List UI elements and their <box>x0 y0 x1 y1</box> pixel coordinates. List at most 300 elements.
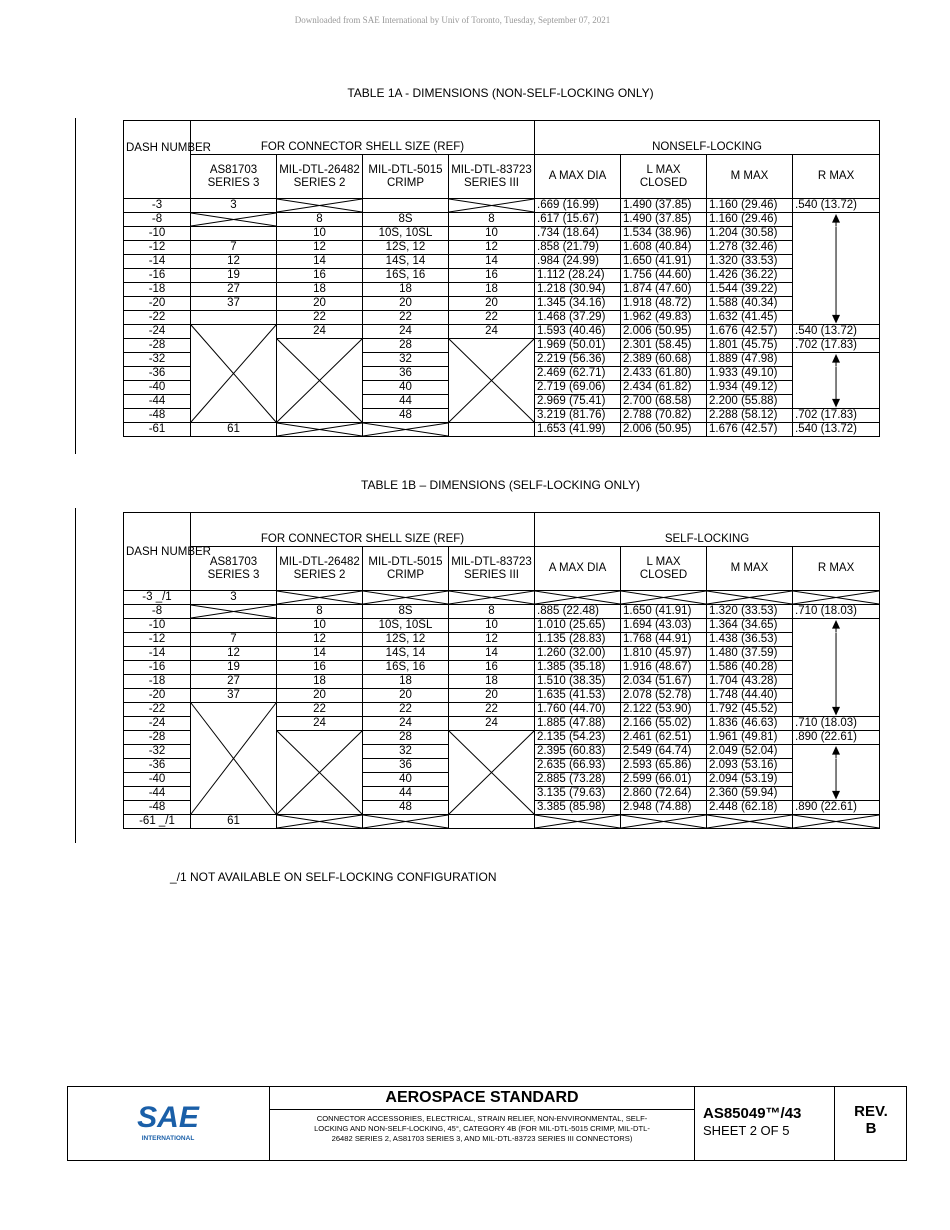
mil26482-cell: 12 <box>277 633 363 647</box>
a-max-cell: 1.760 (44.70) <box>535 703 621 717</box>
a-max-cell: 1.885 (47.88) <box>535 717 621 731</box>
m-max-cell: 2.200 (55.88) <box>707 395 793 409</box>
mil26482-cell: 24 <box>277 717 363 731</box>
mil5015-cell: 24 <box>363 325 449 339</box>
mil26482-cell: 16 <box>277 269 363 283</box>
a-max-cell: 1.385 (35.18) <box>535 661 621 675</box>
m-max-cell: 1.544 (39.22) <box>707 283 793 297</box>
connector-group-header: FOR CONNECTOR SHELL SIZE (REF) <box>191 513 535 547</box>
a-max-cell: 1.345 (34.16) <box>535 297 621 311</box>
arrow-line <box>793 661 879 675</box>
a-max-cell: 2.969 (75.41) <box>535 395 621 409</box>
not-applicable-cross <box>793 815 879 828</box>
r-max-cell <box>793 269 880 283</box>
dash-number-cell: -14 <box>124 647 191 661</box>
l-max-cell: 2.034 (51.67) <box>621 675 707 689</box>
as81703-cell: 37 <box>191 689 277 703</box>
title-block <box>67 1086 907 1161</box>
as81703-cell: 7 <box>191 241 277 255</box>
table-row <box>124 689 880 703</box>
mil5015-cell: 20 <box>363 689 449 703</box>
as81703-cell <box>191 227 277 241</box>
dash-number-cell: -36 <box>124 759 191 773</box>
mil26482-cell: 10 <box>277 619 363 633</box>
revision-label: REV. <box>854 1103 888 1120</box>
standard-title: AEROSPACE STANDARD <box>270 1087 694 1110</box>
not-applicable-cross <box>707 815 792 828</box>
mil26482-cell: 18 <box>277 675 363 689</box>
as81703-cell: 7 <box>191 633 277 647</box>
not-applicable-cross <box>707 591 792 604</box>
not-applicable-cross <box>449 591 534 604</box>
r-max-cell <box>793 689 880 703</box>
mil83723-header: MIL-DTL-83723 SERIES III <box>449 547 535 591</box>
mil5015-cell <box>363 815 449 829</box>
r-max-cell <box>793 241 880 255</box>
mil83723-cell: 10 <box>449 619 535 633</box>
not-applicable-cross <box>277 199 362 212</box>
arrow-line <box>793 381 879 395</box>
as81703-cell: 19 <box>191 661 277 675</box>
a-max-cell: 1.218 (30.94) <box>535 283 621 297</box>
mil5015-cell: 12S, 12 <box>363 241 449 255</box>
l-max-cell: 2.006 (50.95) <box>621 423 707 437</box>
mil26482-cell: 18 <box>277 283 363 297</box>
dash-number-header: DASH NUMBER <box>124 121 191 199</box>
mil83723-cell <box>449 199 535 213</box>
r-max-cell <box>793 661 880 675</box>
l-max-cell <box>621 591 707 605</box>
as81703-cell <box>191 213 277 227</box>
l-max-cell: 1.490 (37.85) <box>621 199 707 213</box>
r-max-cell <box>793 353 880 367</box>
mil26482-cell <box>277 731 363 815</box>
r-max-cell <box>793 619 880 633</box>
table-row <box>124 199 880 213</box>
as81703-cell: 3 <box>191 591 277 605</box>
not-applicable-cross <box>277 731 362 814</box>
as81703-cell: 19 <box>191 269 277 283</box>
a-max-cell: 2.219 (56.36) <box>535 353 621 367</box>
mil5015-cell: 24 <box>363 717 449 731</box>
l-max-cell: 2.593 (65.86) <box>621 759 707 773</box>
dash-number-cell: -20 <box>124 297 191 311</box>
arrow-up-icon <box>793 213 879 227</box>
a-max-cell: .617 (15.67) <box>535 213 621 227</box>
mil83723-cell: 16 <box>449 661 535 675</box>
l-max-cell: 2.078 (52.78) <box>621 689 707 703</box>
mil26482-cell: 24 <box>277 325 363 339</box>
a-max-cell: 1.969 (50.01) <box>535 339 621 353</box>
a-max-cell: 1.112 (28.24) <box>535 269 621 283</box>
mil5015-cell: 44 <box>363 395 449 409</box>
mil5015-cell: 48 <box>363 409 449 423</box>
a-max-cell: 1.468 (37.29) <box>535 311 621 325</box>
mil26482-cell: 14 <box>277 647 363 661</box>
l-max-cell: 1.768 (44.91) <box>621 633 707 647</box>
a-max-header: A MAX DIA <box>535 547 621 591</box>
l-max-cell: 2.122 (53.90) <box>621 703 707 717</box>
dash-number-cell: -16 <box>124 269 191 283</box>
r-max-header: R MAX <box>793 155 880 199</box>
arrow-line <box>793 773 879 787</box>
m-max-cell: 1.889 (47.98) <box>707 353 793 367</box>
mil5015-cell: 40 <box>363 381 449 395</box>
table-row <box>124 619 880 633</box>
arrow-line <box>793 633 879 647</box>
mil26482-cell: 20 <box>277 689 363 703</box>
table-row <box>124 423 880 437</box>
table-row <box>124 269 880 283</box>
sae-logo-icon <box>68 1087 269 1160</box>
table-row <box>124 661 880 675</box>
r-max-cell <box>793 773 880 787</box>
mil83723-cell: 24 <box>449 717 535 731</box>
as81703-cell <box>191 311 277 325</box>
m-max-cell: 1.438 (36.53) <box>707 633 793 647</box>
table-row <box>124 297 880 311</box>
l-max-cell: 2.599 (66.01) <box>621 773 707 787</box>
arrow-line <box>793 227 879 241</box>
m-max-cell: 1.748 (44.40) <box>707 689 793 703</box>
dash-number-cell: -28 <box>124 731 191 745</box>
l-max-cell: 2.301 (58.45) <box>621 339 707 353</box>
l-max-cell: 1.810 (45.97) <box>621 647 707 661</box>
mil5015-cell: 28 <box>363 339 449 353</box>
r-max-cell <box>793 591 880 605</box>
dash-number-cell: -22 <box>124 703 191 717</box>
a-max-cell: 2.719 (69.06) <box>535 381 621 395</box>
dash-number-cell: -28 <box>124 339 191 353</box>
m-max-cell: 2.288 (58.12) <box>707 409 793 423</box>
document-description <box>270 1087 695 1160</box>
revision-block <box>836 1087 906 1160</box>
mil5015-header: MIL-DTL-5015 CRIMP <box>363 547 449 591</box>
l-max-cell: 1.608 (40.84) <box>621 241 707 255</box>
table-row <box>124 815 880 829</box>
a-max-cell: .669 (16.99) <box>535 199 621 213</box>
not-applicable-cross <box>191 605 276 618</box>
mil26482-cell: 8 <box>277 605 363 619</box>
as81703-cell: 12 <box>191 647 277 661</box>
a-max-cell: 1.593 (40.46) <box>535 325 621 339</box>
r-max-cell <box>793 283 880 297</box>
l-max-cell: 2.549 (64.74) <box>621 745 707 759</box>
mil5015-header: MIL-DTL-5015 CRIMP <box>363 155 449 199</box>
table-row <box>124 633 880 647</box>
l-max-header: L MAX CLOSED <box>621 155 707 199</box>
sae-logo <box>68 1087 270 1160</box>
arrow-down-icon <box>793 395 879 409</box>
m-max-cell: 2.094 (53.19) <box>707 773 793 787</box>
m-max-cell: 1.586 (40.28) <box>707 661 793 675</box>
table-row <box>124 311 880 325</box>
m-max-cell <box>707 815 793 829</box>
l-max-cell: 1.916 (48.67) <box>621 661 707 675</box>
mil5015-cell: 10S, 10SL <box>363 619 449 633</box>
r-max-cell <box>793 759 880 773</box>
dash-number-cell: -12 <box>124 241 191 255</box>
not-applicable-cross <box>449 199 534 212</box>
mil5015-cell <box>363 591 449 605</box>
mil26482-cell <box>277 423 363 437</box>
mil83723-cell: 8 <box>449 605 535 619</box>
mil83723-cell: 8 <box>449 213 535 227</box>
r-max-cell <box>793 787 880 801</box>
arrow-down-icon <box>793 703 879 717</box>
r-max-cell: .710 (18.03) <box>793 717 880 731</box>
l-max-cell: 1.650 (41.91) <box>621 605 707 619</box>
table-row <box>124 213 880 227</box>
r-max-cell <box>793 395 880 409</box>
sae-logo-subtext: INTERNATIONAL <box>141 1135 195 1142</box>
m-max-cell: 1.480 (37.59) <box>707 647 793 661</box>
l-max-cell: 1.962 (49.83) <box>621 311 707 325</box>
mil5015-cell: 8S <box>363 213 449 227</box>
l-max-cell: 2.166 (55.02) <box>621 717 707 731</box>
mil5015-cell: 48 <box>363 801 449 815</box>
not-applicable-cross <box>363 591 448 604</box>
document-number-block <box>695 1087 835 1160</box>
mil83723-cell: 16 <box>449 269 535 283</box>
m-max-cell: 1.676 (42.57) <box>707 325 793 339</box>
mil83723-cell: 14 <box>449 647 535 661</box>
mil5015-cell: 32 <box>363 353 449 367</box>
dash-number-cell: -24 <box>124 325 191 339</box>
dash-number-cell: -22 <box>124 311 191 325</box>
mil83723-cell: 24 <box>449 325 535 339</box>
r-max-cell: .702 (17.83) <box>793 339 880 353</box>
mil5015-cell <box>363 423 449 437</box>
as81703-cell: 61 <box>191 815 277 829</box>
mil26482-cell: 10 <box>277 227 363 241</box>
mil83723-cell: 18 <box>449 675 535 689</box>
arrow-line <box>793 283 879 297</box>
not-applicable-cross <box>191 325 276 422</box>
mil26482-cell <box>277 339 363 423</box>
r-max-cell <box>793 745 880 759</box>
a-max-cell: 1.510 (38.35) <box>535 675 621 689</box>
as81703-cell: 37 <box>191 297 277 311</box>
l-max-cell: 2.788 (70.82) <box>621 409 707 423</box>
sae-logo-text: SAE <box>137 1101 199 1134</box>
a-max-cell: 2.469 (62.71) <box>535 367 621 381</box>
l-max-cell: 1.490 (37.85) <box>621 213 707 227</box>
r-max-cell: .540 (13.72) <box>793 423 880 437</box>
not-applicable-cross <box>363 815 448 828</box>
mil83723-cell: 22 <box>449 703 535 717</box>
table-row <box>124 255 880 269</box>
mil5015-cell: 32 <box>363 745 449 759</box>
r-max-cell <box>793 815 880 829</box>
as81703-cell <box>191 703 277 815</box>
m-max-cell: 1.160 (29.46) <box>707 199 793 213</box>
footnote: _/1 NOT AVAILABLE ON SELF-LOCKING CONFIGURATION <box>170 870 497 884</box>
as81703-cell <box>191 605 277 619</box>
mil5015-cell: 14S, 14 <box>363 647 449 661</box>
arrow-line <box>793 297 879 311</box>
l-max-cell: 2.006 (50.95) <box>621 325 707 339</box>
m-max-cell: 1.676 (42.57) <box>707 423 793 437</box>
not-applicable-cross <box>191 703 276 814</box>
r-max-cell <box>793 255 880 269</box>
m-max-cell: 1.792 (45.52) <box>707 703 793 717</box>
mil83723-cell: 18 <box>449 283 535 297</box>
m-max-cell: 1.278 (32.46) <box>707 241 793 255</box>
r-max-cell <box>793 703 880 717</box>
l-max-cell: 2.389 (60.68) <box>621 353 707 367</box>
arrow-line <box>793 675 879 689</box>
mil5015-cell: 18 <box>363 283 449 297</box>
dash-number-cell: -3 <box>124 199 191 213</box>
mil83723-cell <box>449 815 535 829</box>
m-max-cell: 1.801 (45.75) <box>707 339 793 353</box>
dash-number-header: DASH NUMBER <box>124 513 191 591</box>
dash-number-cell: -44 <box>124 787 191 801</box>
mil5015-cell: 36 <box>363 759 449 773</box>
dash-number-cell: -32 <box>124 353 191 367</box>
a-max-cell: 1.635 (41.53) <box>535 689 621 703</box>
mil83723-cell: 20 <box>449 689 535 703</box>
arrow-line <box>793 269 879 283</box>
l-max-cell: 2.434 (61.82) <box>621 381 707 395</box>
not-applicable-cross <box>363 423 448 436</box>
r-max-cell <box>793 647 880 661</box>
arrow-line <box>793 255 879 269</box>
m-max-cell: 1.426 (36.22) <box>707 269 793 283</box>
not-applicable-cross <box>535 591 620 604</box>
dash-number-cell: -8 <box>124 605 191 619</box>
table-row <box>124 227 880 241</box>
arrow-line <box>793 647 879 661</box>
m-max-cell: 1.320 (33.53) <box>707 605 793 619</box>
arrow-down-icon <box>793 311 879 325</box>
mil26482-cell <box>277 815 363 829</box>
l-max-cell: 2.433 (61.80) <box>621 367 707 381</box>
as81703-cell: 27 <box>191 283 277 297</box>
locking-group-header: NONSELF-LOCKING <box>535 121 880 155</box>
a-max-cell: 3.219 (81.76) <box>535 409 621 423</box>
m-max-cell: 1.961 (49.81) <box>707 731 793 745</box>
mil83723-cell: 10 <box>449 227 535 241</box>
mil5015-cell: 8S <box>363 605 449 619</box>
dash-number-cell: -32 <box>124 745 191 759</box>
mil26482-cell: 22 <box>277 703 363 717</box>
dash-number-cell: -40 <box>124 773 191 787</box>
mil83723-cell <box>449 731 535 815</box>
a-max-header: A MAX DIA <box>535 155 621 199</box>
r-max-cell <box>793 633 880 647</box>
dash-number-cell: -8 <box>124 213 191 227</box>
l-max-cell: 1.874 (47.60) <box>621 283 707 297</box>
m-max-cell: 2.448 (62.18) <box>707 801 793 815</box>
mil83723-cell: 20 <box>449 297 535 311</box>
mil26482-header: MIL-DTL-26482 SERIES 2 <box>277 547 363 591</box>
m-max-cell: 1.320 (33.53) <box>707 255 793 269</box>
a-max-cell: .885 (22.48) <box>535 605 621 619</box>
mil5015-cell: 20 <box>363 297 449 311</box>
dash-number-cell: -10 <box>124 619 191 633</box>
mil83723-cell: 14 <box>449 255 535 269</box>
dash-number-cell: -44 <box>124 395 191 409</box>
table-row <box>124 591 880 605</box>
mil26482-cell: 20 <box>277 297 363 311</box>
table-1a-title: TABLE 1A - DIMENSIONS (NON-SELF-LOCKING ONLY) <box>347 86 654 100</box>
dash-number-cell: -18 <box>124 675 191 689</box>
a-max-cell: 3.385 (85.98) <box>535 801 621 815</box>
a-max-cell: 1.135 (28.83) <box>535 633 621 647</box>
not-applicable-cross <box>621 815 706 828</box>
m-max-cell: 1.204 (30.58) <box>707 227 793 241</box>
not-applicable-cross <box>793 591 879 604</box>
l-max-cell: 2.860 (72.64) <box>621 787 707 801</box>
dash-number-cell: -18 <box>124 283 191 297</box>
as81703-cell: 61 <box>191 423 277 437</box>
dash-number-cell: -3 _/1 <box>124 591 191 605</box>
document-title: CONNECTOR ACCESSORIES, ELECTRICAL, STRAIN RELIEF, NON-ENVIRONMENTAL, SELF-LOCKING AND NON-SELF-LOCKING, 45°, CATEGORY 4B (FOR MIL-DTL-5015 CRIMP, MIL-DTL-26482 SERIES 2, AS81703 SERIES 3, AND MIL-DTL-83723 SERIES III CONNECTORS) <box>314 1114 650 1143</box>
dash-number-cell: -20 <box>124 689 191 703</box>
r-max-cell <box>793 311 880 325</box>
as81703-cell: 12 <box>191 255 277 269</box>
r-max-cell <box>793 675 880 689</box>
l-max-cell: 2.461 (62.51) <box>621 731 707 745</box>
r-max-cell: .890 (22.61) <box>793 801 880 815</box>
l-max-cell: 1.756 (44.60) <box>621 269 707 283</box>
r-max-cell <box>793 227 880 241</box>
as81703-cell <box>191 619 277 633</box>
m-max-cell <box>707 591 793 605</box>
r-max-header: R MAX <box>793 547 880 591</box>
mil5015-cell <box>363 199 449 213</box>
m-max-cell: 1.632 (41.45) <box>707 311 793 325</box>
mil26482-cell: 12 <box>277 241 363 255</box>
r-max-cell <box>793 297 880 311</box>
r-max-cell: .710 (18.03) <box>793 605 880 619</box>
arrow-down-icon <box>793 787 879 801</box>
dash-number-cell: -14 <box>124 255 191 269</box>
not-applicable-cross <box>277 423 362 436</box>
revision-bar <box>75 118 76 454</box>
m-max-cell: 1.933 (49.10) <box>707 367 793 381</box>
mil26482-cell <box>277 591 363 605</box>
mil5015-cell: 12S, 12 <box>363 633 449 647</box>
arrow-up-icon <box>793 619 879 633</box>
mil5015-cell: 16S, 16 <box>363 269 449 283</box>
revision-bar <box>75 508 76 843</box>
m-max-header: M MAX <box>707 155 793 199</box>
a-max-cell: 2.135 (54.23) <box>535 731 621 745</box>
r-max-cell: .540 (13.72) <box>793 325 880 339</box>
l-max-cell: 1.650 (41.91) <box>621 255 707 269</box>
as81703-cell: 3 <box>191 199 277 213</box>
a-max-cell: 2.635 (66.93) <box>535 759 621 773</box>
a-max-cell: .734 (18.64) <box>535 227 621 241</box>
mil5015-cell: 22 <box>363 311 449 325</box>
dash-number-cell: -24 <box>124 717 191 731</box>
table-row <box>124 675 880 689</box>
table-1b <box>123 512 880 829</box>
mil5015-cell: 40 <box>363 773 449 787</box>
mil5015-cell: 28 <box>363 731 449 745</box>
l-max-cell: 1.694 (43.03) <box>621 619 707 633</box>
sheet-number: SHEET 2 OF 5 <box>703 1123 790 1138</box>
as81703-header: AS81703 SERIES 3 <box>191 155 277 199</box>
table-1a <box>123 120 880 437</box>
arrow-up-icon <box>793 745 879 759</box>
table-row <box>124 647 880 661</box>
mil83723-header: MIL-DTL-83723 SERIES III <box>449 155 535 199</box>
table-1b-title: TABLE 1B – DIMENSIONS (SELF-LOCKING ONLY) <box>361 478 640 492</box>
